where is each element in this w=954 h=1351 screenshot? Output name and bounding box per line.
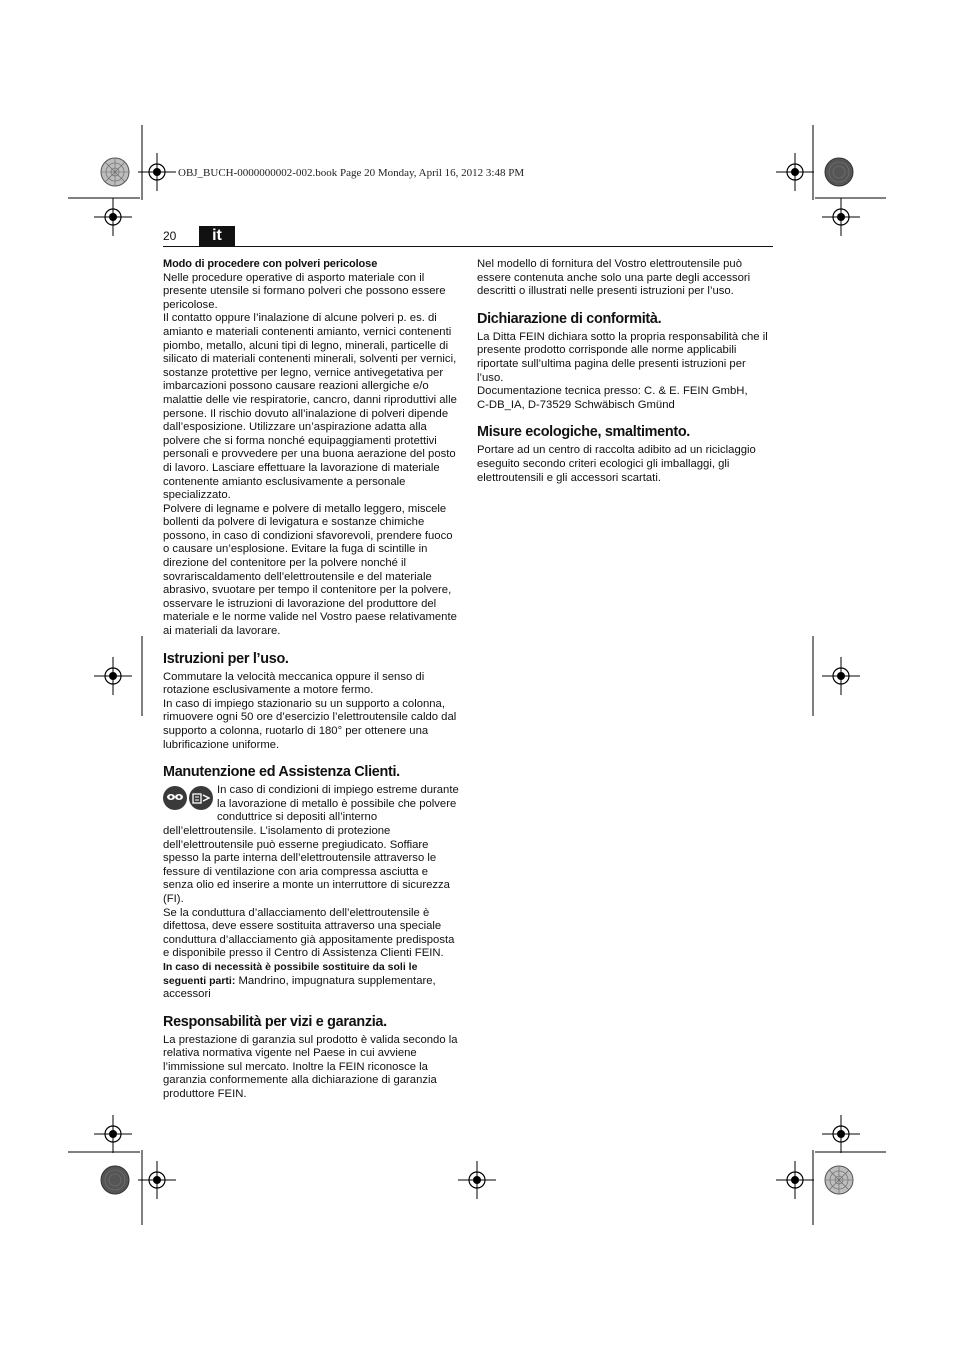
- print-job-header: OBJ_BUCH-0000000002-002.book Page 20 Monday, April 16, 2012 3:48 PM: [178, 167, 525, 179]
- use-heading: Istruzioni per l’uso.: [163, 650, 289, 667]
- replaceable-parts: [163, 961, 461, 1002]
- warranty-heading: Responsabilità per vizi e garanzia.: [163, 1013, 387, 1030]
- maintenance-paragraph-1: In caso di condizioni di impiego estreme durante la lavorazione di metallo è possibile che polvere conduttrice si depositi all’interno dell’elettroutensile. L’isolamento di protezione dell’elettroutensile può esserne pregiudicato. Soffiare spesso la parte interna dell’elettroutensile attraverso le fessure di ventilazione con aria compressa asciutta e senza olio ed inserire a monte un interruttore di sicurezza (FI).: [163, 784, 459, 905]
- delivery-paragraph: Nel modello di fornitura del Vostro elettroutensile può essere contenuta anche solo una parte degli accessori descritti o illustrati nelle presenti istruzioni per l’uso.: [477, 258, 751, 298]
- conformity-documentation-line-1: Documentazione tecnica presso: C. & E. FEIN GmbH,: [477, 385, 748, 398]
- eye-protection-icon: [163, 786, 187, 810]
- replaceable-parts-lead: In caso di necessità è possibile sostituire da soli le seguenti parti:: [163, 960, 418, 987]
- header-rule: [163, 246, 773, 247]
- maintenance-paragraph-2: Se la conduttura d’allacciamento dell’elettroutensile è difettosa, deve essere sostituita attraverso una speciale conduttura d’allacciamento già appositamente predisposta e disponibile presso il Centro di Assistenza Clienti FEIN.: [163, 906, 455, 960]
- page-number: 20: [163, 229, 177, 243]
- safety-icons: [163, 785, 214, 811]
- right-column: [477, 258, 773, 485]
- use-paragraph-2: In caso di impiego stazionario su un supporto a colonna, rimuovere ogni 50 ore d’esercizio l’elettroutensile caldo dal supporto a colonna, ruotarlo di 180° per ottenere una lubrificazione uniforme.: [163, 697, 457, 751]
- blow-out-vents-icon: [189, 786, 213, 810]
- maintenance-body: [163, 784, 461, 906]
- replaceable-parts-list: Mandrino, impugnatura supplementare, accessori: [163, 974, 436, 1001]
- warranty-paragraph-1: La prestazione di garanzia sul prodotto è valida secondo la relativa normativa vigente nel Paese in cui avviene l’immissione sul mercato. Inoltre la FEIN riconosce la garanzia conformemente alla dichiarazione di garanzia produttore FEIN.: [163, 1033, 458, 1101]
- eco-paragraph-1: Portare ad un centro di raccolta adibito ad un riciclaggio eseguito secondo criteri ecologici gli imballaggi, gli elettroutensili e gli accessori scartati.: [477, 444, 756, 484]
- use-paragraph-1: Commutare la velocità meccanica oppure il senso di rotazione esclusivamente a motore fermo.: [163, 670, 425, 697]
- eco-heading: Misure ecologiche, smaltimento.: [477, 424, 691, 441]
- dust-heading: Modo di procedere con polveri pericolose: [163, 258, 378, 270]
- language-tab: it: [199, 226, 235, 246]
- conformity-heading: Dichiarazione di conformità.: [477, 310, 662, 327]
- dust-paragraph-1: Nelle procedure operative di asporto materiale con il presente utensile si formano polveri che possono essere pericolose.: [163, 271, 446, 311]
- conformity-paragraph-1: La Ditta FEIN dichiara sotto la propria responsabilità che il presente prodotto corrisponde alle norme applicabili riportate sull’ultima pagina delle presenti istruzioni per l’uso.: [477, 330, 768, 384]
- dust-paragraph-3: Polvere di legname e polvere di metallo leggero, miscele bollenti da polvere di levigatura e sostanze chimiche possono, in caso di condizioni sfavorevoli, prendere fuoco o causare un’esplosione. Evitare la fuga di scintille in direzione del contenitore per la polvere nonché il sovrariscaldamento dell’elettroutensile e del materiale abrasivo, svuotare per tempo il contenitore per la polvere, osservare le istruzioni di lavorazione del produttore del materiale e le norme valide nel Vostro paese relativamente ai materiali da lavorare.: [163, 502, 457, 638]
- dust-paragraph-2: Il contatto oppure l’inalazione di alcune polveri p. es. di amianto e materiali contenenti amianto, vernici contenenti piombo, metallo, alcuni tipi di legno, minerali, particelle di silicato di materiali contenenti minerali, solventi per vernici, sostanze protettive per legno, vernice antivegetativa per imbarcazioni possono causare reazioni allergiche e/o malattie delle vie respiratorie, cancro, danni riproduttivi alle persone. Il rischio dovuto all’inalazione di polveri dipende dall’esposizione. Utilizzare un’aspirazione adatta alla polvere che si forma nonché equipaggiamenti protettivi personali e provvedere per una buona aerazione del posto di lavoro. Lasciare effettuare la lavorazione di materiale contenente amianto esclusivamente a personale specializzato.: [163, 312, 457, 502]
- maintenance-heading: Manutenzione ed Assistenza Clienti.: [163, 764, 400, 781]
- conformity-documentation-line-2: C-DB_IA, D-73529 Schwäbisch Gmünd: [477, 398, 675, 411]
- left-column: [163, 258, 461, 1102]
